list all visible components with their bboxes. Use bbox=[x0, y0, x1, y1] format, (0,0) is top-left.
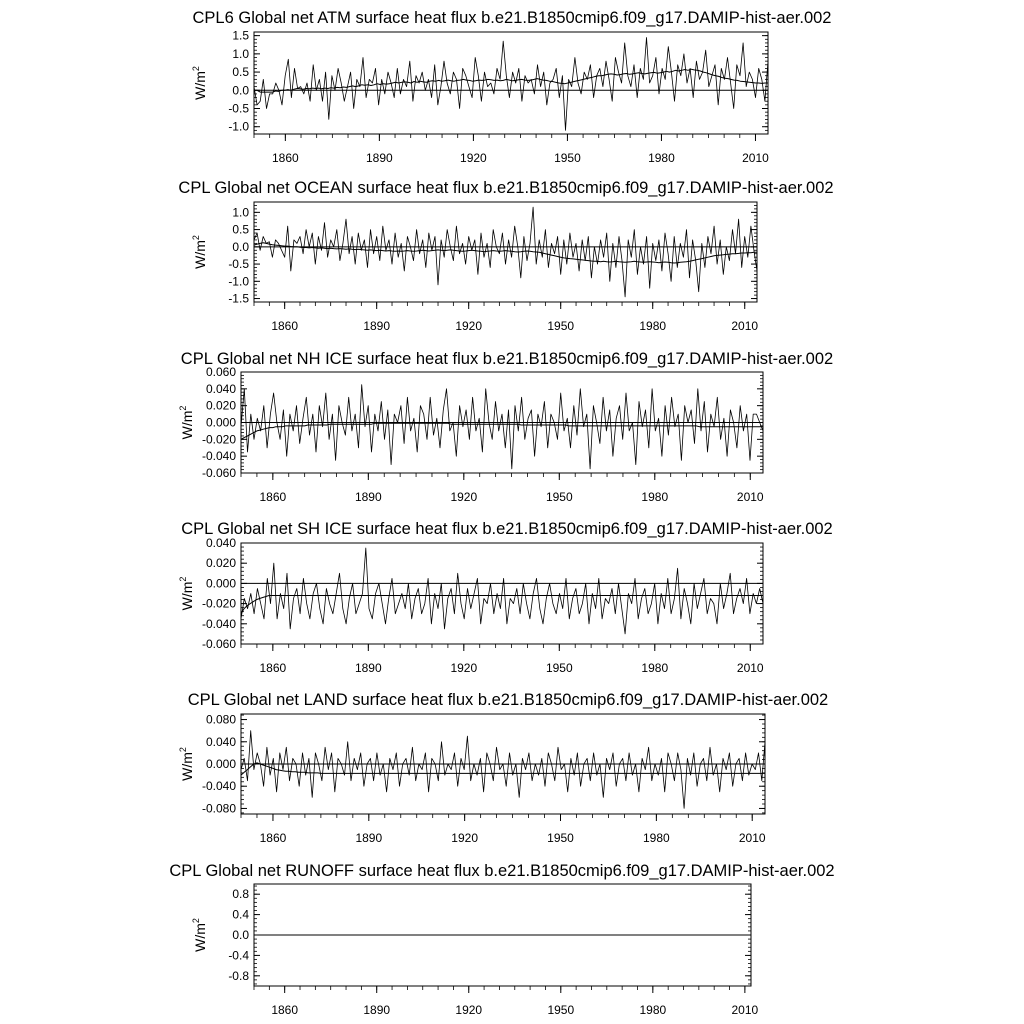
y-tick-label: -0.5 bbox=[228, 257, 249, 272]
plot-frame bbox=[254, 202, 757, 302]
y-axis-label-base: W/m bbox=[192, 71, 208, 100]
x-tick-label: 1920 bbox=[451, 831, 479, 845]
x-tick-label: 1920 bbox=[450, 490, 478, 504]
x-tick-label: 1860 bbox=[271, 319, 299, 333]
series-line-0 bbox=[254, 38, 768, 131]
x-tick-label: 1920 bbox=[460, 151, 487, 165]
x-tick-label: 1950 bbox=[547, 831, 574, 845]
y-axis-label bbox=[178, 406, 195, 440]
chart-title: CPL Global net LAND surface heat flux b.e21.B1850cmip6.f09_g17.DAMIP-hist-aer.002 bbox=[187, 691, 829, 709]
series-line-0 bbox=[241, 548, 763, 634]
y-tick-label: 0.080 bbox=[205, 712, 236, 727]
y-axis-label-base: W/m bbox=[179, 410, 195, 440]
x-tick-label: 2010 bbox=[736, 490, 764, 504]
chart-panel-5 bbox=[169, 862, 834, 1017]
y-tick-label: -0.060 bbox=[201, 637, 236, 651]
y-tick-label: -1.5 bbox=[228, 291, 249, 306]
y-tick-label: -0.020 bbox=[201, 432, 236, 447]
x-tick-label: 1890 bbox=[354, 661, 382, 675]
y-tick-label: 0.040 bbox=[205, 381, 236, 396]
x-tick-label: 2010 bbox=[738, 831, 766, 845]
x-tick-label: 2010 bbox=[736, 661, 764, 675]
y-tick-label: 0.000 bbox=[205, 415, 236, 430]
y-tick-label: -0.4 bbox=[228, 948, 249, 963]
x-tick-label: 1980 bbox=[639, 319, 667, 333]
y-axis-label bbox=[191, 918, 208, 952]
x-tick-label: 1980 bbox=[643, 831, 670, 845]
y-axis-label-exponent: 2 bbox=[191, 66, 201, 72]
y-tick-label: 0.040 bbox=[205, 734, 236, 749]
y-tick-label: 1.5 bbox=[232, 28, 249, 43]
y-axis-label-exponent: 2 bbox=[178, 747, 188, 753]
series-line-1 bbox=[241, 423, 763, 439]
y-axis-label bbox=[178, 747, 195, 781]
x-tick-label: 1950 bbox=[547, 1003, 575, 1017]
y-tick-label: 0.5 bbox=[232, 65, 249, 80]
y-axis-label-exponent: 2 bbox=[178, 576, 188, 582]
x-tick-label: 1950 bbox=[545, 490, 573, 504]
series-line-0 bbox=[241, 385, 763, 469]
x-tick-label: 1950 bbox=[547, 319, 575, 333]
x-tick-label: 2010 bbox=[731, 319, 759, 333]
y-tick-label: 1.0 bbox=[232, 205, 249, 220]
chart-title: CPL6 Global net ATM surface heat flux b.e21.B1850cmip6.f09_g17.DAMIP-hist-aer.002 bbox=[192, 9, 832, 27]
x-tick-label: 1860 bbox=[259, 831, 287, 845]
series-line-0 bbox=[241, 731, 765, 809]
y-tick-label: 0.8 bbox=[232, 887, 249, 902]
y-tick-label: -0.5 bbox=[228, 101, 249, 116]
y-tick-label: 0.0 bbox=[232, 83, 249, 98]
chart-title: CPL Global net SH ICE surface heat flux b.e21.B1850cmip6.f09_g17.DAMIP-hist-aer.002 bbox=[181, 520, 833, 538]
y-tick-label: 0.000 bbox=[205, 757, 236, 771]
x-tick-label: 1980 bbox=[639, 1003, 667, 1017]
y-tick-label: 0.040 bbox=[205, 536, 236, 550]
y-tick-label: 0.000 bbox=[205, 576, 236, 591]
x-tick-label: 1860 bbox=[271, 1003, 299, 1017]
y-tick-label: 0.020 bbox=[205, 398, 236, 413]
y-axis-label bbox=[178, 577, 195, 611]
x-tick-label: 1890 bbox=[366, 151, 393, 165]
x-tick-label: 1890 bbox=[355, 831, 383, 845]
y-tick-label: -0.020 bbox=[201, 596, 236, 611]
y-tick-label: -0.040 bbox=[201, 616, 236, 631]
y-tick-label: 0.5 bbox=[232, 222, 249, 237]
y-axis-label bbox=[191, 235, 208, 269]
y-tick-label: -0.080 bbox=[201, 801, 236, 816]
y-tick-label: 1.0 bbox=[232, 46, 249, 61]
y-tick-label: -0.040 bbox=[201, 779, 236, 794]
y-tick-label: -0.060 bbox=[201, 466, 236, 480]
chart-title: CPL Global net RUNOFF surface heat flux b.e21.B1850cmip6.f09_g17.DAMIP-hist-aer.002 bbox=[169, 862, 835, 880]
y-axis-label-exponent: 2 bbox=[191, 235, 201, 241]
x-tick-label: 1890 bbox=[354, 490, 382, 504]
y-axis-label-exponent: 2 bbox=[178, 405, 188, 411]
chart-title: CPL Global net OCEAN surface heat flux b.e21.B1850cmip6.f09_g17.DAMIP-hist-aer.002 bbox=[178, 179, 834, 197]
y-tick-label: 0.0 bbox=[232, 928, 249, 942]
y-axis-label-base: W/m bbox=[179, 752, 195, 781]
x-tick-label: 1920 bbox=[450, 661, 478, 675]
y-tick-label: 0.020 bbox=[205, 556, 236, 571]
x-tick-label: 1890 bbox=[363, 1003, 391, 1017]
x-tick-label: 1950 bbox=[545, 661, 573, 675]
x-tick-label: 1890 bbox=[363, 319, 391, 333]
y-axis-label-exponent: 2 bbox=[191, 918, 201, 924]
x-tick-label: 2010 bbox=[742, 151, 769, 165]
chart-panel-0 bbox=[191, 9, 831, 165]
chart-panel-1 bbox=[178, 179, 833, 333]
y-tick-label: -1.0 bbox=[228, 119, 249, 134]
series-line-0 bbox=[254, 207, 757, 297]
chart-panel-2 bbox=[178, 350, 833, 504]
chart-panel-3 bbox=[178, 520, 833, 675]
y-axis-label bbox=[191, 66, 208, 100]
y-tick-label: 0.4 bbox=[232, 907, 249, 922]
x-tick-label: 1980 bbox=[641, 490, 669, 504]
y-axis-label-base: W/m bbox=[192, 923, 208, 952]
y-axis-label-base: W/m bbox=[192, 240, 208, 269]
chart-panel-4 bbox=[178, 691, 828, 845]
x-tick-label: 1860 bbox=[259, 661, 287, 675]
y-tick-label: 0.060 bbox=[205, 365, 236, 379]
x-tick-label: 1920 bbox=[455, 319, 483, 333]
y-axis-label-base: W/m bbox=[179, 581, 195, 611]
x-tick-label: 1920 bbox=[455, 1003, 483, 1017]
x-tick-label: 1860 bbox=[271, 151, 299, 165]
y-tick-label: -0.8 bbox=[228, 968, 249, 983]
y-tick-label: 0.0 bbox=[232, 239, 249, 254]
chart-title: CPL Global net NH ICE surface heat flux b.e21.B1850cmip6.f09_g17.DAMIP-hist-aer.002 bbox=[180, 350, 834, 368]
y-tick-label: -1.0 bbox=[228, 274, 249, 289]
y-tick-label: -0.040 bbox=[201, 449, 236, 464]
x-tick-label: 1980 bbox=[641, 661, 669, 675]
x-tick-label: 2010 bbox=[731, 1003, 759, 1017]
x-tick-label: 1950 bbox=[554, 151, 581, 165]
x-tick-label: 1860 bbox=[259, 490, 287, 504]
x-tick-label: 1980 bbox=[648, 151, 675, 165]
